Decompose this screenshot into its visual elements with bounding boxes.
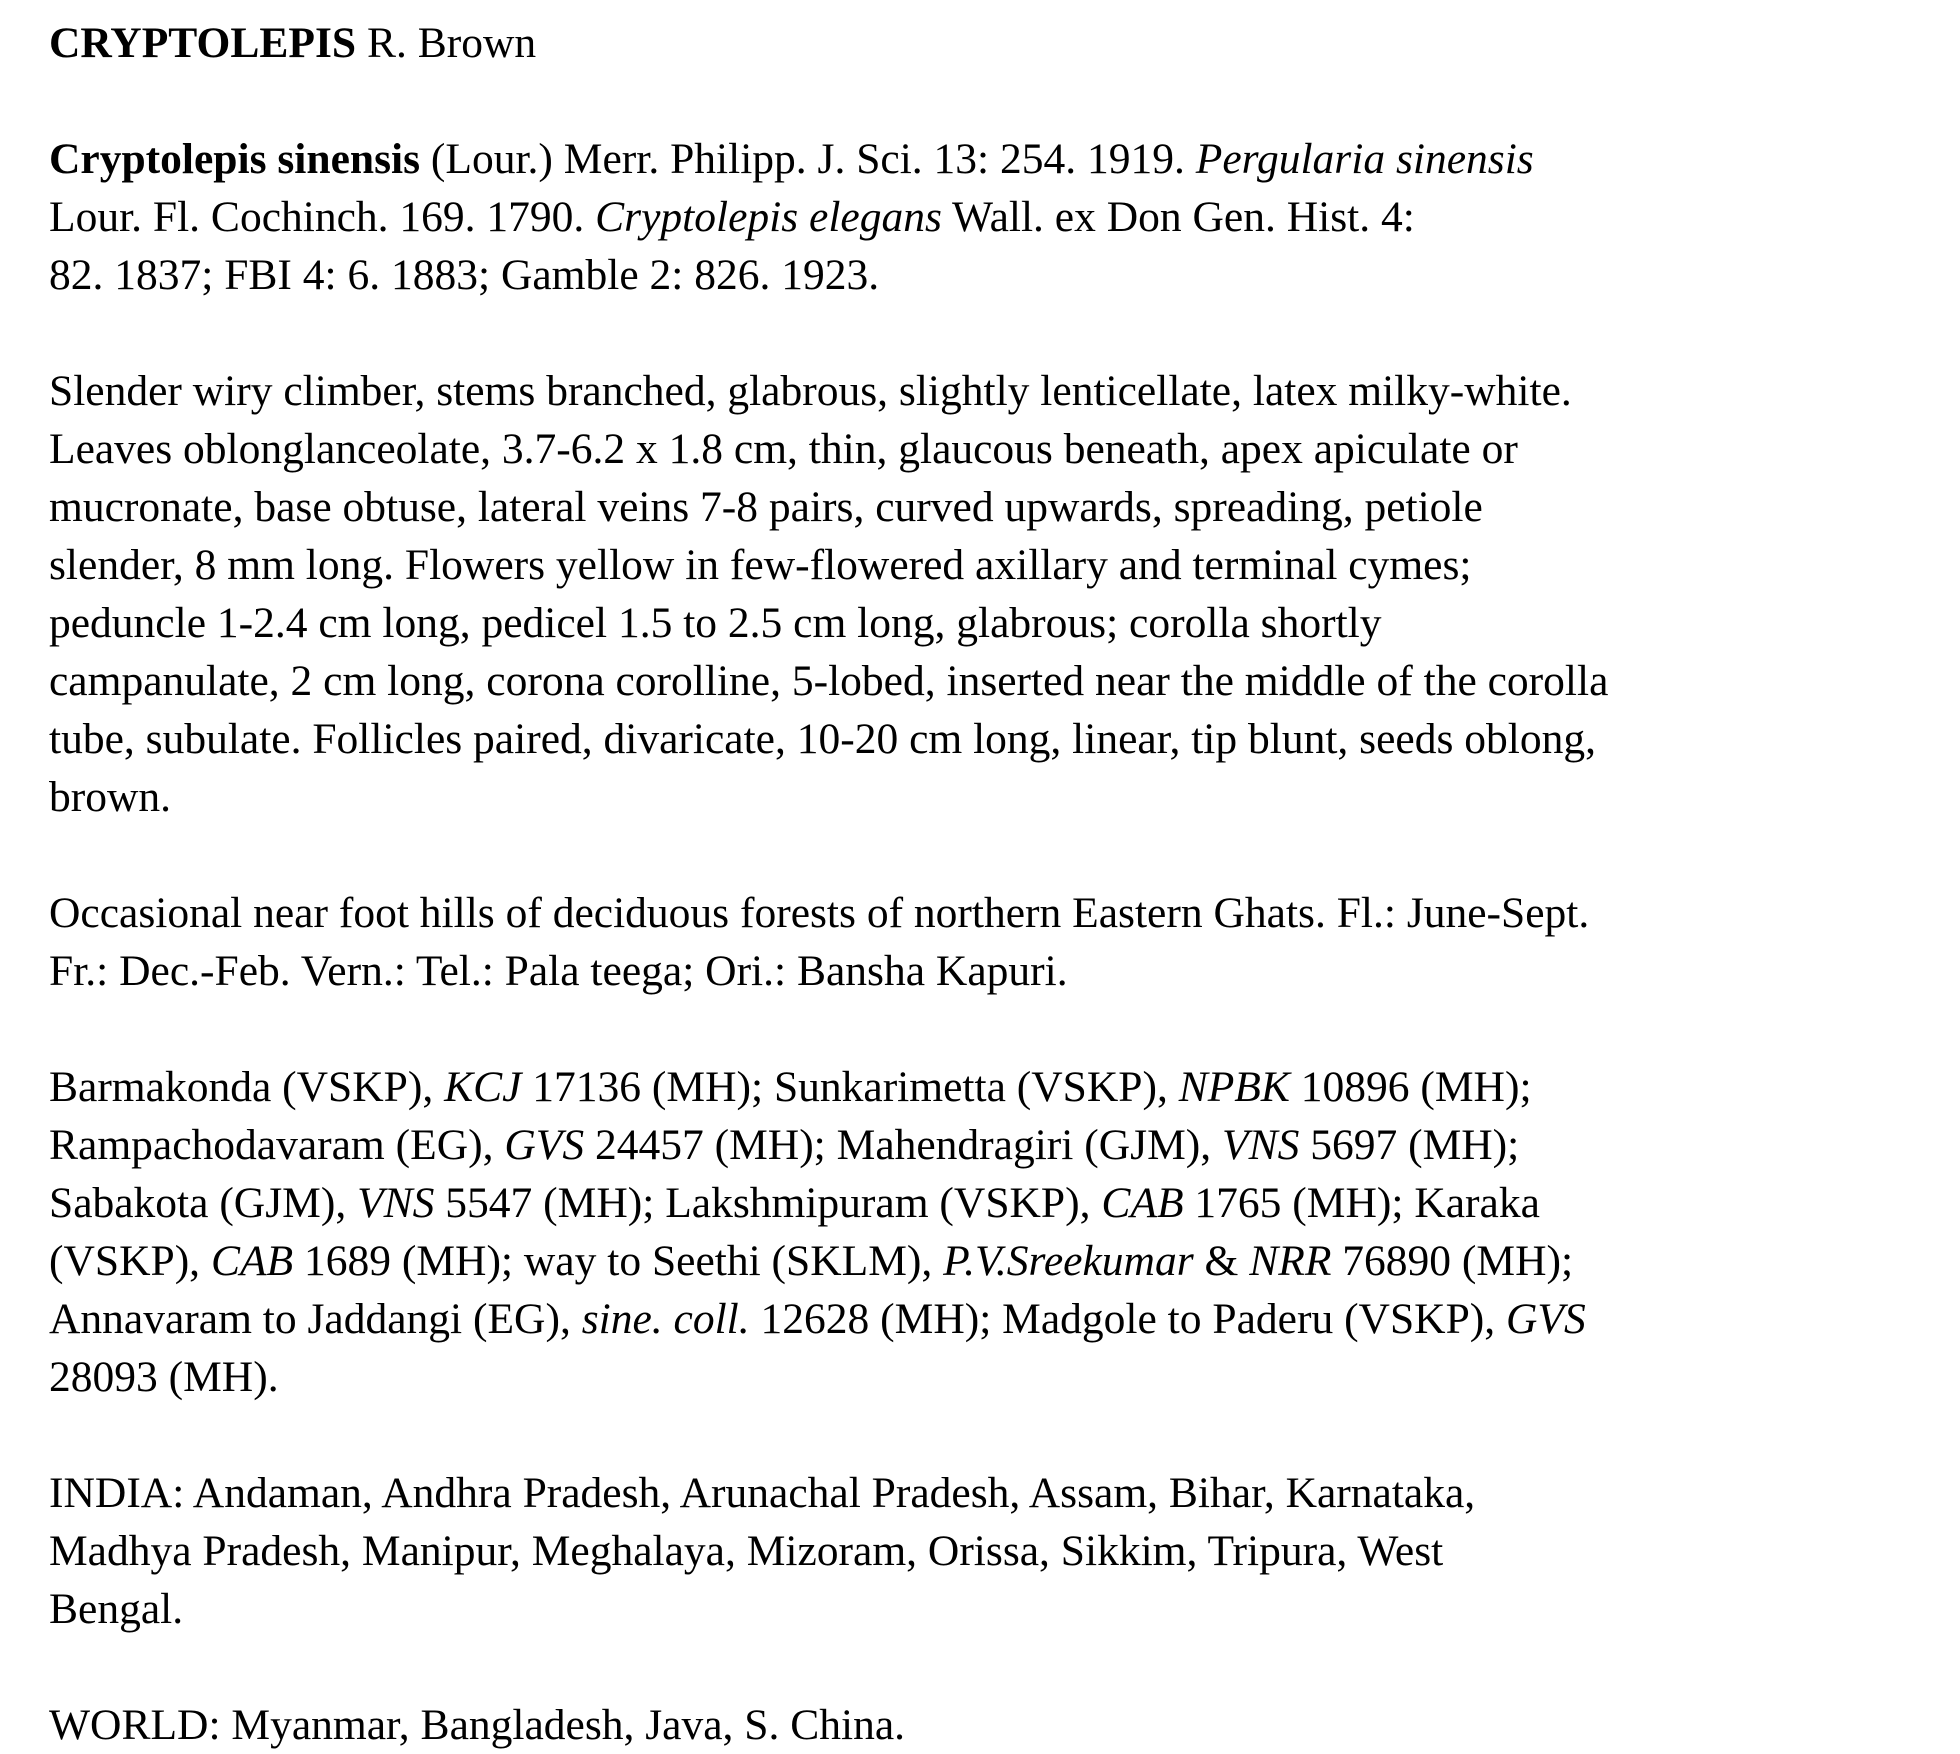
distribution-line: WORLD: Myanmar, Bangladesh, Java, S. China.: [49, 1701, 906, 1749]
specimen-line: Annavaram to Jaddangi (EG), sine. coll. 12628 (MH); Madgole to Paderu (VSKP), GVS: [49, 1295, 1586, 1343]
collector-code: sine. coll.: [581, 1295, 750, 1343]
genus-line: [49, 14, 1929, 72]
citation-line-1: Cryptolepis sinensis (Lour.) Merr. Philipp. J. Sci. 13: 254. 1919. Pergularia sinensis: [49, 135, 1534, 183]
collector-code: P.V.Sreekumar: [943, 1237, 1194, 1285]
specimen-line: Rampachodavaram (EG), GVS 24457 (MH); Mahendragiri (GJM), VNS 5697 (MH);: [49, 1121, 1520, 1169]
genus-heading: [49, 14, 1929, 72]
specimen-line: (VSKP), CAB 1689 (MH); way to Seethi (SKLM), P.V.Sreekumar & NRR 76890 (MH);: [49, 1237, 1574, 1285]
document-page: [49, 14, 1929, 1754]
species-name: Cryptolepis sinensis: [49, 135, 421, 183]
habitat-paragraph: [49, 884, 1929, 1000]
synonym-name: Pergularia sinensis: [1195, 135, 1534, 183]
citation-line-2: Lour. Fl. Cochinch. 169. 1790. Cryptolepis elegans Wall. ex Don Gen. Hist. 4:: [49, 193, 1415, 241]
collector-code: VNS: [357, 1179, 435, 1227]
specimens-paragraph: [49, 1058, 1929, 1406]
description-line: Leaves oblonglanceolate, 3.7-6.2 x 1.8 cm, thin, glaucous beneath, apex apiculate or: [49, 425, 1518, 473]
description-line: Slender wiry climber, stems branched, glabrous, slightly lenticellate, latex milky-white.: [49, 367, 1572, 415]
synonym-name: Cryptolepis elegans: [595, 193, 942, 241]
distribution-world: [49, 1696, 1929, 1754]
species-citation: [49, 130, 1929, 304]
collector-code: VNS: [1222, 1121, 1300, 1169]
collector-code: GVS: [1506, 1295, 1586, 1343]
specimen-line: Sabakota (GJM), VNS 5547 (MH); Lakshmipuram (VSKP), CAB 1765 (MH); Karaka: [49, 1179, 1540, 1227]
collector-code: CAB: [210, 1237, 294, 1285]
specimen-line: 28093 (MH).: [49, 1353, 279, 1401]
collector-code: CAB: [1101, 1179, 1184, 1227]
description-line: campanulate, 2 cm long, corona corolline, 5-lobed, inserted near the middle of the corolla: [49, 657, 1609, 705]
genus-name: CRYPTOLEPIS: [49, 19, 357, 67]
description-paragraph: [49, 362, 1929, 826]
distribution-india: [49, 1464, 1929, 1638]
description-line: tube, subulate. Follicles paired, divaricate, 10-20 cm long, linear, tip blunt, seeds oblong,: [49, 715, 1596, 763]
distribution-line: Madhya Pradesh, Manipur, Meghalaya, Mizoram, Orissa, Sikkim, Tripura, West: [49, 1527, 1444, 1575]
collector-code: GVS: [504, 1121, 585, 1169]
description-line: peduncle 1-2.4 cm long, pedicel 1.5 to 2.5 cm long, glabrous; corolla shortly: [49, 599, 1382, 647]
description-line: mucronate, base obtuse, lateral veins 7-8 pairs, curved upwards, spreading, petiole: [49, 483, 1483, 531]
collector-code: KCJ: [444, 1063, 522, 1111]
habitat-line: Fr.: Dec.-Feb. Vern.: Tel.: Pala teega; Ori.: Bansha Kapuri.: [49, 947, 1068, 995]
distribution-line: Bengal.: [49, 1585, 184, 1633]
distribution-line: INDIA: Andaman, Andhra Pradesh, Arunachal Pradesh, Assam, Bihar, Karnataka,: [49, 1469, 1476, 1517]
citation-line-3: 82. 1837; FBI 4: 6. 1883; Gamble 2: 826. 1923.: [49, 251, 880, 299]
collector-code: NRR: [1249, 1237, 1332, 1285]
description-line: brown.: [49, 773, 172, 821]
specimen-line: Barmakonda (VSKP), KCJ 17136 (MH); Sunkarimetta (VSKP), NPBK 10896 (MH);: [49, 1063, 1532, 1111]
habitat-line: Occasional near foot hills of deciduous forests of northern Eastern Ghats. Fl.: June-Sept.: [49, 889, 1590, 937]
genus-author: R. Brown: [356, 19, 537, 67]
collector-code: NPBK: [1178, 1063, 1290, 1111]
description-line: slender, 8 mm long. Flowers yellow in few-flowered axillary and terminal cymes;: [49, 541, 1472, 589]
